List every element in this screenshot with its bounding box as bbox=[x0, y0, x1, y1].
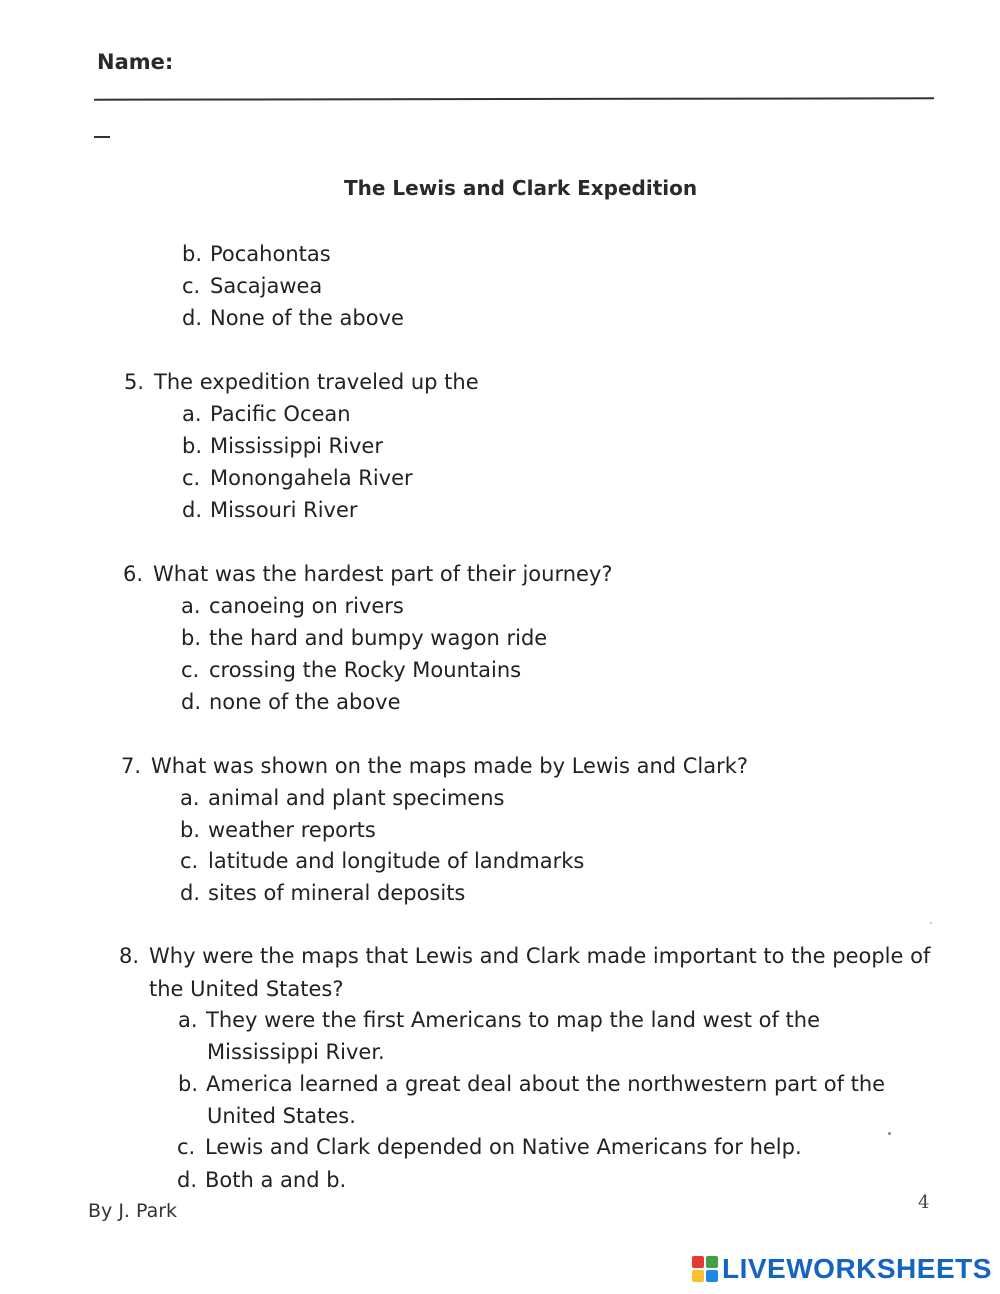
option-text: crossing the Rocky Mountains bbox=[209, 658, 522, 682]
option-letter: d. bbox=[182, 306, 203, 330]
question-8 bbox=[119, 944, 930, 968]
logo-square-green bbox=[706, 1256, 718, 1268]
question-number: 7. bbox=[121, 754, 142, 778]
question-text: The expedition traveled up the bbox=[154, 370, 479, 394]
q8-option-c[interactable] bbox=[177, 1135, 802, 1159]
option-letter: a. bbox=[180, 786, 200, 810]
option-text: none of the above bbox=[209, 690, 401, 714]
option-letter: b. bbox=[178, 1072, 199, 1096]
option-text: animal and plant specimens bbox=[208, 786, 505, 810]
q5-option-d[interactable] bbox=[182, 498, 358, 522]
option-text: Lewis and Clark depended on Native Americans for help. bbox=[205, 1135, 802, 1159]
q7-option-a[interactable] bbox=[180, 786, 504, 810]
question-number: 6. bbox=[123, 562, 144, 586]
question-text: What was the hardest part of their journey? bbox=[153, 562, 613, 586]
logo-square-blue bbox=[706, 1270, 718, 1282]
option-text: America learned a great deal about the northwestern part of the bbox=[206, 1072, 886, 1096]
q7-option-c[interactable] bbox=[180, 849, 584, 873]
option-letter: c. bbox=[181, 658, 200, 682]
q7-option-d[interactable] bbox=[180, 881, 465, 905]
page-number: 4 bbox=[918, 1192, 930, 1213]
option-letter: b. bbox=[182, 242, 203, 266]
option-letter: b. bbox=[181, 626, 202, 650]
q5-option-c[interactable] bbox=[182, 466, 413, 490]
option-text: canoeing on rivers bbox=[209, 594, 404, 618]
question-5 bbox=[124, 370, 479, 394]
question-7 bbox=[121, 754, 748, 778]
option-letter: c. bbox=[182, 466, 201, 490]
option-text: They were the first Americans to map the land west of the bbox=[206, 1008, 820, 1032]
question-text: Why were the maps that Lewis and Clark made important to the people of bbox=[149, 944, 931, 968]
liveworksheets-logo-icon bbox=[692, 1256, 718, 1282]
option-text: sites of mineral deposits bbox=[208, 881, 466, 905]
option-letter: b. bbox=[180, 818, 201, 842]
author-credit: By J. Park bbox=[88, 1200, 178, 1222]
option-letter: d. bbox=[181, 690, 202, 714]
option-letter: a. bbox=[181, 594, 201, 618]
option-text: Missouri River bbox=[210, 498, 358, 522]
option-letter: d. bbox=[182, 498, 203, 522]
option-text: Both a and b. bbox=[205, 1168, 347, 1192]
q8-option-b[interactable] bbox=[178, 1072, 885, 1096]
option-letter: d. bbox=[177, 1168, 198, 1192]
option-text: the hard and bumpy wagon ride bbox=[209, 626, 548, 650]
q5-option-b[interactable] bbox=[182, 434, 383, 458]
question-number: 8. bbox=[119, 944, 140, 968]
logo-square-yellow bbox=[692, 1270, 704, 1282]
option-text: weather reports bbox=[208, 818, 376, 842]
worksheet-title: The Lewis and Clark Expedition bbox=[344, 176, 698, 200]
option-text: latitude and longitude of landmarks bbox=[208, 849, 585, 873]
q6-option-d[interactable] bbox=[181, 690, 401, 714]
scan-speck bbox=[888, 1132, 891, 1135]
q5-option-a[interactable] bbox=[182, 402, 351, 426]
question-6 bbox=[123, 562, 613, 586]
option-letter: c. bbox=[182, 274, 201, 298]
option-text: Pocahontas bbox=[210, 242, 331, 266]
option-letter: a. bbox=[178, 1008, 198, 1032]
q6-option-a[interactable] bbox=[181, 594, 404, 618]
q4-option-b bbox=[182, 242, 331, 266]
q4-option-c bbox=[182, 274, 322, 298]
option-letter: b. bbox=[182, 434, 203, 458]
liveworksheets-logo bbox=[692, 1254, 992, 1284]
option-letter: c. bbox=[180, 849, 199, 873]
option-text: Pacific Ocean bbox=[210, 402, 351, 426]
name-line-tail bbox=[94, 136, 110, 138]
logo-text: LIVEWORKSHEETS bbox=[722, 1253, 992, 1284]
name-label: Name: bbox=[97, 50, 174, 74]
logo-square-red bbox=[692, 1256, 704, 1268]
option-letter: d. bbox=[180, 881, 201, 905]
q8-option-a[interactable] bbox=[178, 1008, 820, 1032]
question-number: 5. bbox=[124, 370, 145, 394]
question-8-continued: the United States? bbox=[149, 977, 344, 1001]
option-text: Mississippi River bbox=[210, 434, 383, 458]
option-text: Sacajawea bbox=[210, 274, 323, 298]
q8-option-b-continued: United States. bbox=[207, 1104, 356, 1128]
option-letter: a. bbox=[182, 402, 202, 426]
q7-option-b[interactable] bbox=[180, 818, 376, 842]
option-text: None of the above bbox=[210, 306, 404, 330]
option-letter: c. bbox=[177, 1135, 196, 1159]
q8-option-d[interactable] bbox=[177, 1168, 346, 1192]
q4-option-d bbox=[182, 306, 404, 330]
option-text: Monongahela River bbox=[210, 466, 413, 490]
scan-speck bbox=[930, 922, 932, 924]
q6-option-b[interactable] bbox=[181, 626, 547, 650]
question-text: What was shown on the maps made by Lewis and Clark? bbox=[151, 754, 749, 778]
q6-option-c[interactable] bbox=[181, 658, 521, 682]
q8-option-a-continued: Mississippi River. bbox=[207, 1040, 385, 1064]
name-answer-line bbox=[94, 97, 934, 100]
